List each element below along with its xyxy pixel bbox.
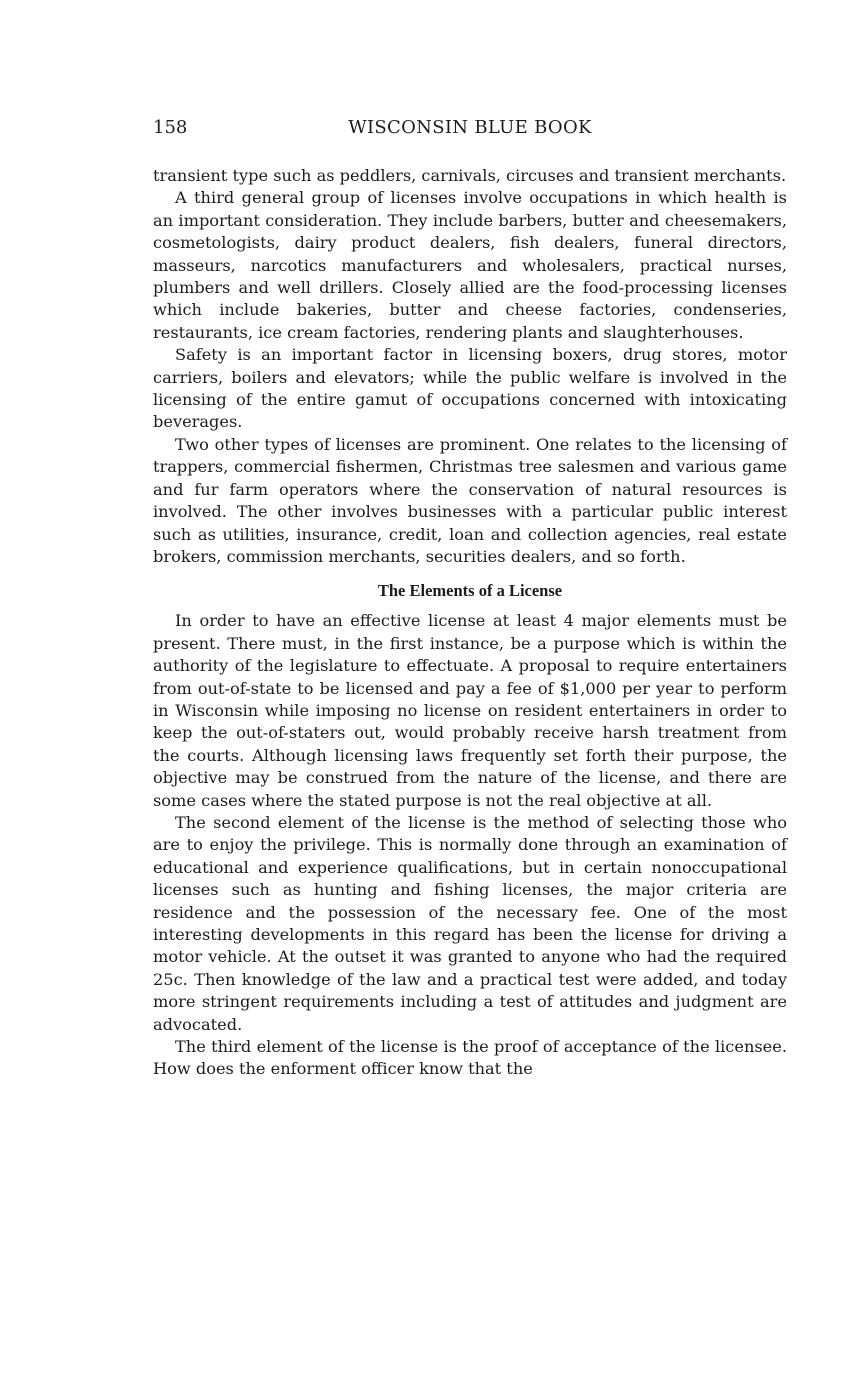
book-page (153, 116, 787, 1081)
body-text (153, 165, 787, 1081)
paragraph-other-license-types: Two other types of licenses are prominent. One relates to the licensing of trappers, commercial fishermen, Christmas tree salesmen and various game and fur farm operators where the conservation of natural resources is involved. The other involves businesses with a particular public interest such as utilities, insurance, credit, loan and collection agencies, real estate brokers, commission merchants, securities dealers, and so forth. (153, 434, 787, 566)
page-number: 158 (153, 117, 188, 138)
running-head (153, 116, 787, 140)
paragraph-third-element: The third element of the license is the proof of acceptance of the licensee. How does the enforment officer know that the (153, 1037, 787, 1079)
section-heading: The Elements of a License (377, 581, 563, 601)
paragraph-second-element: The second element of the license is the method of selecting those who are to enjoy the privilege. This is normally done through an examination of educational and experience qualifications, but in certain nonoccupational licenses such as hunting and fishing licenses, the major criteria are residence and the possession of the necessary fee. One of the most interesting developments in this regard has been the license for driving a motor vehicle. At the outset it was granted to anyone who had the required 25c. Then knowledge of the law and a practical test were added, and today more stringent requirements including a test of attitudes and judgment are advocated. (153, 812, 787, 1034)
running-title: WISCONSIN BLUE BOOK (348, 117, 592, 138)
paragraph-license-elements: In order to have an effective license at least 4 major elements must be present. There must, in the first instance, be a purpose which is within the authority of the legislature to effectuate. A proposal to require entertainers from out-of-state to be licensed and pay a fee of $1,000 per year to perform in Wisconsin while imposing no license on resident entertainers in order to keep the out-of-staters out, would probably receive harsh treatment from the courts. Although licensing laws frequently set forth their purpose, the objective may be construed from the nature of the license, and there are some cases where the stated purpose is not the real objective at all. (153, 611, 787, 810)
paragraph-health-licenses: A third general group of licenses involve occupations in which health is an important consideration. They include barbers, butter and cheesemakers, cosmetologists, dairy product dealers, fish dealers, funeral directors, masseurs, narcotics manufacturers and wholesalers, practical nurses, plumbers and well drillers. Closely allied are the food-processing licenses which include bakeries, butter and cheese factories, condenseries, restaurants, ice cream factories, rendering plants and slaughterhouses. (153, 188, 787, 342)
paragraph-continued: transient type such as peddlers, carnivals, circuses and transient merchants. (153, 166, 787, 185)
paragraph-safety-licenses: Safety is an important factor in licensing boxers, drug stores, motor carriers, boilers and elevators; while the public welfare is involved in the licensing of the entire gamut of occupations concerned with intoxicating beverages. (153, 345, 787, 432)
